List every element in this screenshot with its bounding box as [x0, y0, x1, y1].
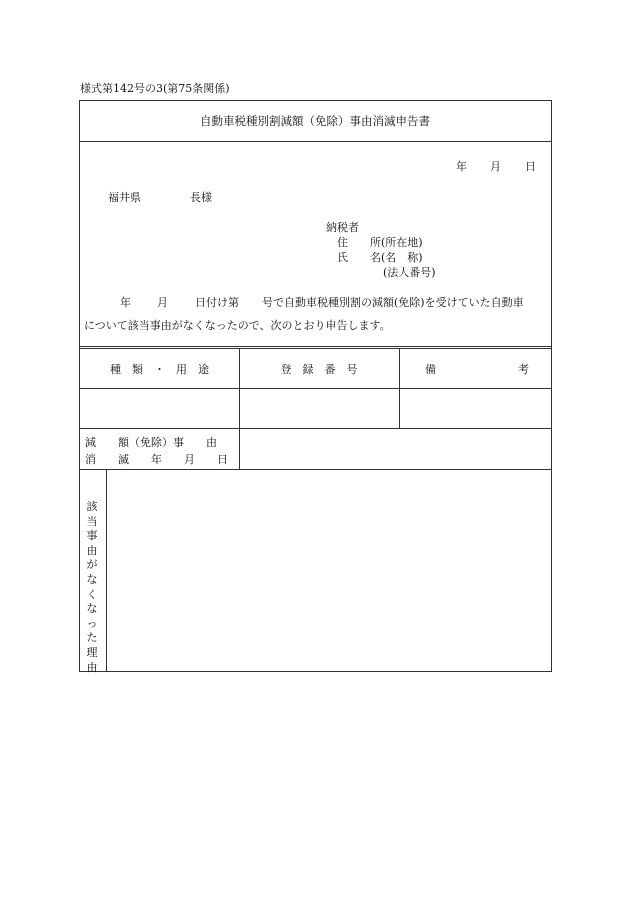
why-label-char: な	[86, 572, 98, 586]
why-label-vertical	[79, 500, 105, 675]
column-divider-2	[399, 348, 400, 428]
statement-month: 月	[157, 296, 168, 309]
data-row-divider	[80, 428, 551, 429]
addressee-title: 長様	[190, 191, 212, 204]
statement-line2: について該当事由がなくなったので、次のとおり申告します。	[84, 319, 391, 332]
declaration-form	[79, 100, 552, 672]
form-title: 自動車税種別割減額（免除）事由消滅申告書	[200, 114, 430, 128]
why-label-char: た	[86, 631, 98, 645]
reason-label-line1: 減 額（免除）事 由	[85, 436, 217, 449]
statement-line1: 号で自動車税種別割の減額(免除)を受けていた自動車	[262, 296, 524, 309]
section-divider-bottom	[80, 348, 551, 349]
statement-year: 年	[120, 296, 131, 309]
why-label-char: っ	[86, 616, 98, 630]
why-label-char: 事	[86, 529, 98, 543]
why-label-char: く	[86, 587, 98, 601]
why-label-char: 当	[86, 514, 98, 528]
title-divider	[80, 141, 551, 142]
section-divider-top	[80, 346, 551, 347]
header-reg-number: 登 録 番 号	[280, 363, 358, 376]
header-row-divider	[80, 388, 551, 389]
date-year-label: 年	[456, 160, 467, 173]
header-remarks-1: 備	[425, 363, 436, 376]
reason-row-divider	[80, 469, 551, 470]
statement-dated-no: 日付け第	[195, 296, 239, 309]
date-day-label: 日	[525, 160, 536, 173]
form-number: 様式第142号の3(第75条関係)	[80, 82, 230, 95]
taxpayer-corp-number-label: (法人番号)	[383, 266, 436, 279]
taxpayer-address-label: 住 所(所在地)	[337, 236, 423, 249]
why-label-char: が	[86, 558, 98, 572]
date-month-label: 月	[490, 160, 501, 173]
header-kind-use: 種 類 ・ 用 途	[110, 363, 209, 376]
taxpayer-heading: 納税者	[326, 221, 359, 234]
why-label-char: 該	[86, 500, 98, 513]
why-label-char: 由	[86, 543, 98, 557]
why-label-char: 理	[86, 645, 98, 659]
reason-label-divider	[106, 469, 107, 671]
addressee-prefecture: 福井県	[108, 191, 141, 204]
reason-label-line2: 消 滅 年 月 日	[85, 453, 228, 466]
taxpayer-name-label: 氏 名(名 称)	[337, 251, 423, 264]
why-label-char: な	[86, 602, 98, 616]
header-remarks-2: 考	[518, 363, 529, 376]
why-label-char: 由	[86, 660, 98, 674]
